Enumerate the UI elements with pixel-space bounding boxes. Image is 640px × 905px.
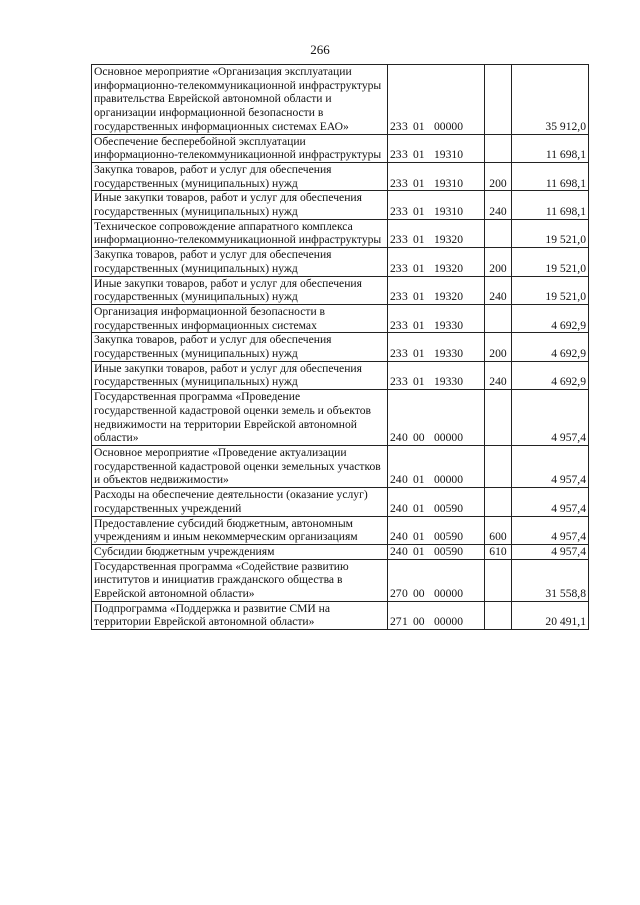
code-part: 01 <box>413 176 425 190</box>
code-part: 00000 <box>434 119 463 133</box>
row-amount: 4 957,4 <box>512 488 589 516</box>
row-name: Основное мероприятие «Организация эксплуатации информационно-телекоммуникационной инфраструктуры правительства Еврейской автономной области и организации информационной безопасности в государственных информационных системах ЕАО» <box>92 65 388 135</box>
row-expense-type <box>485 601 512 629</box>
row-code <box>388 488 485 516</box>
table-row <box>92 333 589 361</box>
row-expense-type: 610 <box>485 544 512 559</box>
code-part: 23 <box>390 290 402 304</box>
code-part: 3 <box>402 261 408 275</box>
row-name: Закупка товаров, работ и услуг для обеспечения государственных (муниципальных) нужд <box>92 248 388 276</box>
code-part: 00 <box>413 431 425 445</box>
row-code <box>388 134 485 162</box>
table-row <box>92 191 589 219</box>
code-part: 01 <box>413 233 425 247</box>
row-code <box>388 445 485 487</box>
code-part: 24 <box>390 544 402 558</box>
code-part: 00590 <box>434 501 463 515</box>
row-code <box>388 219 485 247</box>
row-expense-type <box>485 304 512 332</box>
row-expense-type <box>485 445 512 487</box>
code-part: 00000 <box>434 587 463 601</box>
row-amount: 19 521,0 <box>512 219 589 247</box>
row-amount: 4 957,4 <box>512 445 589 487</box>
row-name: Расходы на обеспечение деятельности (оказание услуг) государственных учреждений <box>92 488 388 516</box>
row-name: Иные закупки товаров, работ и услуг для обеспечения государственных (муниципальных) нужд <box>92 191 388 219</box>
code-part: 01 <box>413 205 425 219</box>
row-amount: 4 692,9 <box>512 333 589 361</box>
code-part: 24 <box>390 473 402 487</box>
row-code <box>388 516 485 544</box>
row-expense-type: 240 <box>485 276 512 304</box>
row-code <box>388 191 485 219</box>
code-part: 00 <box>413 587 425 601</box>
code-part: 19330 <box>434 347 463 361</box>
row-expense-type: 200 <box>485 162 512 190</box>
code-part: 27 <box>390 587 402 601</box>
row-name: Основное мероприятие «Проведение актуализации государственной кадастровой оценки земельных участков и объектов недвижимости» <box>92 445 388 487</box>
code-part: 01 <box>413 261 425 275</box>
table-row <box>92 219 589 247</box>
code-part: 00000 <box>434 615 463 629</box>
row-amount: 4 957,4 <box>512 390 589 446</box>
row-code <box>388 333 485 361</box>
code-part: 23 <box>390 261 402 275</box>
code-part: 0 <box>402 473 408 487</box>
code-part: 0 <box>402 544 408 558</box>
table-row <box>92 390 589 446</box>
row-name: Обеспечение бесперебойной эксплуатации информационно-телекоммуникационной инфраструктуры <box>92 134 388 162</box>
code-part: 0 <box>402 431 408 445</box>
row-expense-type <box>485 390 512 446</box>
row-name: Иные закупки товаров, работ и услуг для обеспечения государственных (муниципальных) нужд <box>92 276 388 304</box>
row-expense-type: 200 <box>485 333 512 361</box>
row-name: Предоставление субсидий бюджетным, автономным учреждениям и иным некоммерческим организациям <box>92 516 388 544</box>
table-row <box>92 601 589 629</box>
code-part: 19320 <box>434 290 463 304</box>
code-part: 23 <box>390 119 402 133</box>
code-part: 01 <box>413 290 425 304</box>
code-part: 3 <box>402 318 408 332</box>
code-part: 19330 <box>434 375 463 389</box>
code-part: 0 <box>402 530 408 544</box>
code-part: 01 <box>413 501 425 515</box>
code-part: 3 <box>402 233 408 247</box>
code-part: 0 <box>402 501 408 515</box>
row-code <box>388 544 485 559</box>
code-part: 19310 <box>434 148 463 162</box>
row-expense-type <box>485 488 512 516</box>
code-part: 23 <box>390 233 402 247</box>
code-part: 23 <box>390 347 402 361</box>
code-part: 23 <box>390 148 402 162</box>
code-part: 24 <box>390 530 402 544</box>
code-part: 24 <box>390 501 402 515</box>
row-name: Закупка товаров, работ и услуг для обеспечения государственных (муниципальных) нужд <box>92 162 388 190</box>
row-expense-type: 240 <box>485 361 512 389</box>
row-code <box>388 559 485 601</box>
code-part: 00000 <box>434 431 463 445</box>
code-part: 01 <box>413 375 425 389</box>
row-amount: 11 698,1 <box>512 191 589 219</box>
page-number: 266 <box>310 42 330 57</box>
row-amount: 19 521,0 <box>512 248 589 276</box>
row-amount: 4 957,4 <box>512 544 589 559</box>
row-expense-type <box>485 559 512 601</box>
row-expense-type <box>485 219 512 247</box>
code-part: 3 <box>402 290 408 304</box>
code-part: 00 <box>413 615 425 629</box>
code-part: 1 <box>402 615 408 629</box>
table-row <box>92 516 589 544</box>
row-code <box>388 304 485 332</box>
row-expense-type <box>485 134 512 162</box>
code-part: 19320 <box>434 233 463 247</box>
table-row <box>92 559 589 601</box>
code-part: 19320 <box>434 261 463 275</box>
code-part: 01 <box>413 148 425 162</box>
table-row <box>92 445 589 487</box>
code-part: 01 <box>413 318 425 332</box>
row-name: Субсидии бюджетным учреждениям <box>92 544 388 559</box>
code-part: 01 <box>413 473 425 487</box>
row-name: Организация информационной безопасности в государственных информационных системах <box>92 304 388 332</box>
code-part: 19330 <box>434 318 463 332</box>
row-expense-type: 600 <box>485 516 512 544</box>
row-amount: 35 912,0 <box>512 65 589 135</box>
row-name: Государственная программа «Содействие развитию институтов и инициатив гражданского общества в Еврейской автономной области» <box>92 559 388 601</box>
code-part: 23 <box>390 375 402 389</box>
row-name: Подпрограмма «Поддержка и развитие СМИ на территории Еврейской автономной области» <box>92 601 388 629</box>
code-part: 3 <box>402 375 408 389</box>
table-row <box>92 544 589 559</box>
code-part: 23 <box>390 176 402 190</box>
row-amount: 19 521,0 <box>512 276 589 304</box>
code-part: 3 <box>402 347 408 361</box>
row-expense-type: 240 <box>485 191 512 219</box>
row-name: Иные закупки товаров, работ и услуг для обеспечения государственных (муниципальных) нужд <box>92 361 388 389</box>
code-part: 01 <box>413 544 425 558</box>
code-part: 00000 <box>434 473 463 487</box>
table-row <box>92 488 589 516</box>
code-part: 24 <box>390 431 402 445</box>
row-amount: 4 692,9 <box>512 304 589 332</box>
row-amount: 31 558,8 <box>512 559 589 601</box>
row-code <box>388 361 485 389</box>
code-part: 01 <box>413 530 425 544</box>
row-code <box>388 601 485 629</box>
row-amount: 4 692,9 <box>512 361 589 389</box>
table-row <box>92 361 589 389</box>
code-part: 3 <box>402 148 408 162</box>
row-amount: 20 491,1 <box>512 601 589 629</box>
table-row <box>92 134 589 162</box>
code-part: 27 <box>390 615 402 629</box>
table-row <box>92 276 589 304</box>
code-part: 3 <box>402 119 408 133</box>
table-row <box>92 65 589 135</box>
code-part: 3 <box>402 205 408 219</box>
row-amount: 11 698,1 <box>512 162 589 190</box>
code-part: 3 <box>402 176 408 190</box>
code-part: 00590 <box>434 530 463 544</box>
code-part: 00590 <box>434 544 463 558</box>
budget-table-body <box>92 65 589 630</box>
row-expense-type: 200 <box>485 248 512 276</box>
code-part: 01 <box>413 119 425 133</box>
row-code <box>388 276 485 304</box>
row-amount: 4 957,4 <box>512 516 589 544</box>
row-name: Государственная программа «Проведение государственной кадастровой оценки земель и объектов недвижимости на территории Еврейской автономной области» <box>92 390 388 446</box>
row-amount: 11 698,1 <box>512 134 589 162</box>
row-code <box>388 65 485 135</box>
table-row <box>92 248 589 276</box>
code-part: 23 <box>390 318 402 332</box>
row-code <box>388 248 485 276</box>
code-part: 19310 <box>434 205 463 219</box>
row-name: Техническое сопровождение аппаратного комплекса информационно-телекоммуникационной инфраструктуры <box>92 219 388 247</box>
code-part: 0 <box>402 587 408 601</box>
code-part: 01 <box>413 347 425 361</box>
row-code <box>388 162 485 190</box>
code-part: 23 <box>390 205 402 219</box>
budget-table <box>91 64 589 630</box>
code-part: 19310 <box>434 176 463 190</box>
row-expense-type <box>485 65 512 135</box>
row-code <box>388 390 485 446</box>
row-name: Закупка товаров, работ и услуг для обеспечения государственных (муниципальных) нужд <box>92 333 388 361</box>
table-row <box>92 162 589 190</box>
table-row <box>92 304 589 332</box>
